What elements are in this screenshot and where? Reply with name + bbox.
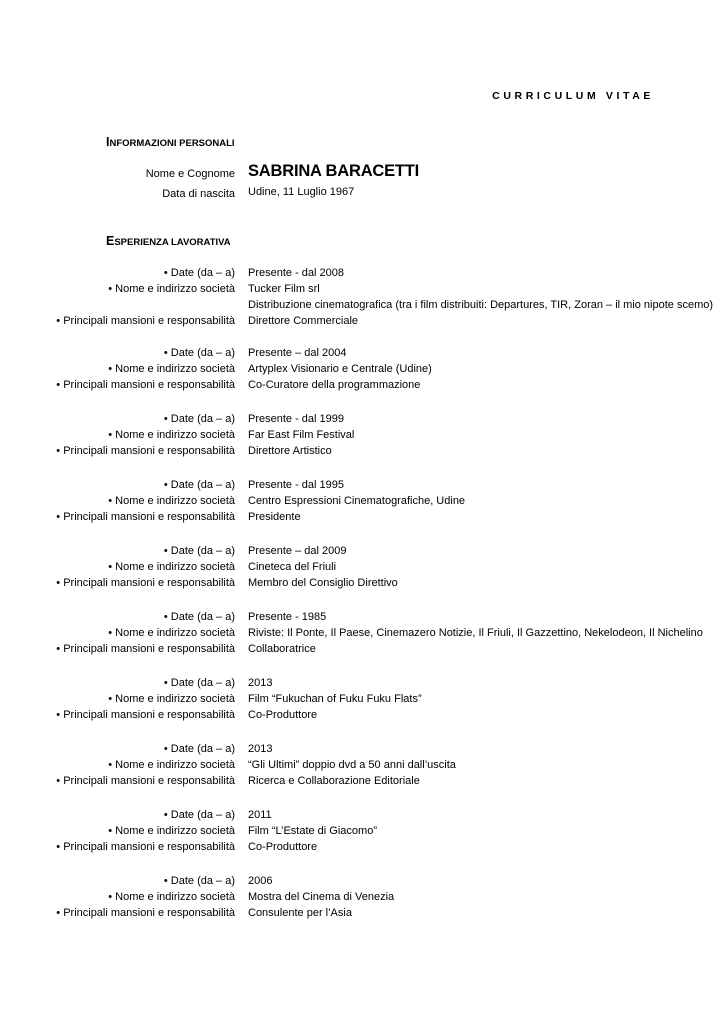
entry-company-row bbox=[0, 891, 724, 908]
entry-date-row bbox=[0, 347, 724, 364]
entry-date-value: Presente - dal 1995 bbox=[248, 479, 345, 491]
entry-duties-row bbox=[0, 643, 724, 660]
entry-date-value: Presente - dal 1999 bbox=[248, 413, 345, 425]
entry-company-value: Tucker Film srl bbox=[248, 283, 320, 295]
entry-company-label: • Nome e indirizzo società bbox=[108, 825, 235, 837]
entry-duties-row bbox=[0, 841, 724, 858]
entry-date-row bbox=[0, 743, 724, 760]
section-heading-rest: NFORMAZIONI PERSONALI bbox=[109, 138, 235, 149]
entry-date-label: • Date (da – a) bbox=[163, 479, 235, 491]
entry-company-label: • Nome e indirizzo società bbox=[108, 561, 235, 573]
entry-date-value: Presente - 1985 bbox=[248, 611, 327, 623]
entry-company-row bbox=[0, 495, 724, 512]
entry-company-row bbox=[0, 561, 724, 578]
entry-extra-value: Distribuzione cinematografica (tra i film distribuiti: Departures, TIR, Zoran – il mio nipote scemo) bbox=[248, 299, 714, 311]
entry-company-row bbox=[0, 283, 724, 300]
entry-duties-row bbox=[0, 775, 724, 792]
entry-duties-value: Direttore Artistico bbox=[248, 445, 332, 457]
entry-date-label: • Date (da – a) bbox=[163, 809, 235, 821]
entry-duties-row bbox=[0, 577, 724, 594]
entry-date-label: • Date (da – a) bbox=[163, 347, 235, 359]
entry-company-label: • Nome e indirizzo società bbox=[108, 627, 235, 639]
section-heading-initial: E bbox=[106, 234, 115, 248]
entry-date-value: 2013 bbox=[248, 677, 273, 689]
entry-date-row bbox=[0, 267, 724, 284]
entry-date-label: • Date (da – a) bbox=[163, 611, 235, 623]
entry-date-row bbox=[0, 809, 724, 826]
personal-name-row bbox=[0, 162, 724, 185]
entry-date-row bbox=[0, 413, 724, 430]
cv-title: CURRICULUM VITAE bbox=[492, 90, 654, 102]
entry-duties-value: Direttore Commerciale bbox=[248, 315, 359, 327]
entry-company-value: Film “Fukuchan of Fuku Fuku Flats” bbox=[248, 693, 422, 705]
entry-company-label: • Nome e indirizzo società bbox=[108, 283, 235, 295]
entry-duties-label: • Principali mansioni e responsabilità bbox=[56, 907, 235, 919]
entry-duties-label: • Principali mansioni e responsabilità bbox=[56, 445, 235, 457]
entry-duties-row bbox=[0, 709, 724, 726]
section-heading-rest: SPERIENZA LAVORATIVA bbox=[114, 237, 231, 248]
entry-company-value: Far East Film Festival bbox=[248, 429, 355, 441]
entry-date-value: 2006 bbox=[248, 875, 273, 887]
entry-date-row bbox=[0, 479, 724, 496]
entry-company-label: • Nome e indirizzo società bbox=[108, 363, 235, 375]
entry-duties-value: Co-Produttore bbox=[248, 841, 318, 853]
entry-duties-label: • Principali mansioni e responsabilità bbox=[56, 577, 235, 589]
entry-company-label: • Nome e indirizzo società bbox=[108, 891, 235, 903]
entry-company-label: • Nome e indirizzo società bbox=[108, 429, 235, 441]
entry-duties-value: Ricerca e Collaborazione Editoriale bbox=[248, 775, 420, 787]
entry-date-label: • Date (da – a) bbox=[163, 743, 235, 755]
entry-date-value: 2013 bbox=[248, 743, 273, 755]
personal-birth-row bbox=[0, 188, 724, 205]
entry-date-label: • Date (da – a) bbox=[163, 677, 235, 689]
entry-date-value: 2011 bbox=[248, 809, 272, 821]
entry-duties-label: • Principali mansioni e responsabilità bbox=[56, 379, 235, 391]
entry-company-value: Riviste: Il Ponte, Il Paese, Cinemazero Notizie, Il Friuli, Il Gazzettino, Nekelodeon, Il Nichelino bbox=[248, 627, 703, 639]
entry-duties-label: • Principali mansioni e responsabilità bbox=[56, 643, 235, 655]
entry-company-label: • Nome e indirizzo società bbox=[108, 693, 235, 705]
entry-company-value: Artyplex Visionario e Centrale (Udine) bbox=[248, 363, 432, 375]
section-heading-personal bbox=[106, 135, 235, 149]
entry-duties-value: Co-Produttore bbox=[248, 709, 318, 721]
entry-date-row bbox=[0, 677, 724, 694]
entry-duties-value: Co-Curatore della programmazione bbox=[248, 379, 421, 391]
entry-company-row bbox=[0, 627, 724, 644]
entry-duties-label: • Principali mansioni e responsabilità bbox=[56, 315, 235, 327]
entry-date-label: • Date (da – a) bbox=[163, 875, 235, 887]
section-heading-experience bbox=[106, 234, 231, 248]
entry-company-row bbox=[0, 363, 724, 380]
entry-duties-value: Collaboratrice bbox=[248, 643, 316, 655]
entry-extra-row bbox=[0, 299, 724, 316]
entry-date-value: Presente – dal 2004 bbox=[248, 347, 347, 359]
entry-date-label: • Date (da – a) bbox=[163, 545, 235, 557]
section-heading-initial: I bbox=[106, 135, 110, 149]
entry-company-value: Cineteca del Friuli bbox=[248, 561, 337, 573]
entry-company-row bbox=[0, 429, 724, 446]
entry-duties-label: • Principali mansioni e responsabilità bbox=[56, 775, 235, 787]
birth-label: Data di nascita bbox=[162, 188, 235, 200]
name-label: Nome e Cognome bbox=[145, 168, 235, 180]
entry-duties-row bbox=[0, 907, 724, 924]
entry-company-value: “Gli Ultimi” doppio dvd a 50 anni dall’uscita bbox=[248, 759, 456, 771]
entry-company-row bbox=[0, 825, 724, 842]
entry-duties-label: • Principali mansioni e responsabilità bbox=[56, 841, 235, 853]
entry-company-row bbox=[0, 759, 724, 776]
entry-duties-row bbox=[0, 379, 724, 396]
entry-date-value: Presente - dal 2008 bbox=[248, 267, 345, 279]
entry-duties-row bbox=[0, 315, 724, 332]
entry-duties-value: Membro del Consiglio Direttivo bbox=[248, 577, 398, 589]
entry-company-value: Mostra del Cinema di Venezia bbox=[248, 891, 395, 903]
entry-duties-row bbox=[0, 445, 724, 462]
entry-company-value: Centro Espressioni Cinematografiche, Udine bbox=[248, 495, 466, 507]
entry-company-label: • Nome e indirizzo società bbox=[108, 759, 235, 771]
entry-date-value: Presente – dal 2009 bbox=[248, 545, 347, 557]
entry-duties-value: Consulente per l’Asia bbox=[248, 907, 352, 919]
entry-company-label: • Nome e indirizzo società bbox=[108, 495, 235, 507]
entry-company-row bbox=[0, 693, 724, 710]
entry-date-row bbox=[0, 611, 724, 628]
entry-duties-label: • Principali mansioni e responsabilità bbox=[56, 709, 235, 721]
entry-date-row bbox=[0, 875, 724, 892]
entry-duties-row bbox=[0, 511, 724, 528]
birth-value: Udine, 11 Luglio 1967 bbox=[248, 186, 355, 198]
entry-date-label: • Date (da – a) bbox=[163, 413, 235, 425]
entry-date-label: • Date (da – a) bbox=[163, 267, 235, 279]
name-value: SABRINA BARACETTI bbox=[248, 162, 420, 180]
entry-duties-value: Presidente bbox=[248, 511, 301, 523]
entry-duties-label: • Principali mansioni e responsabilità bbox=[56, 511, 235, 523]
entry-date-row bbox=[0, 545, 724, 562]
entry-company-value: Film “L’Estate di Giacomo” bbox=[248, 825, 377, 837]
